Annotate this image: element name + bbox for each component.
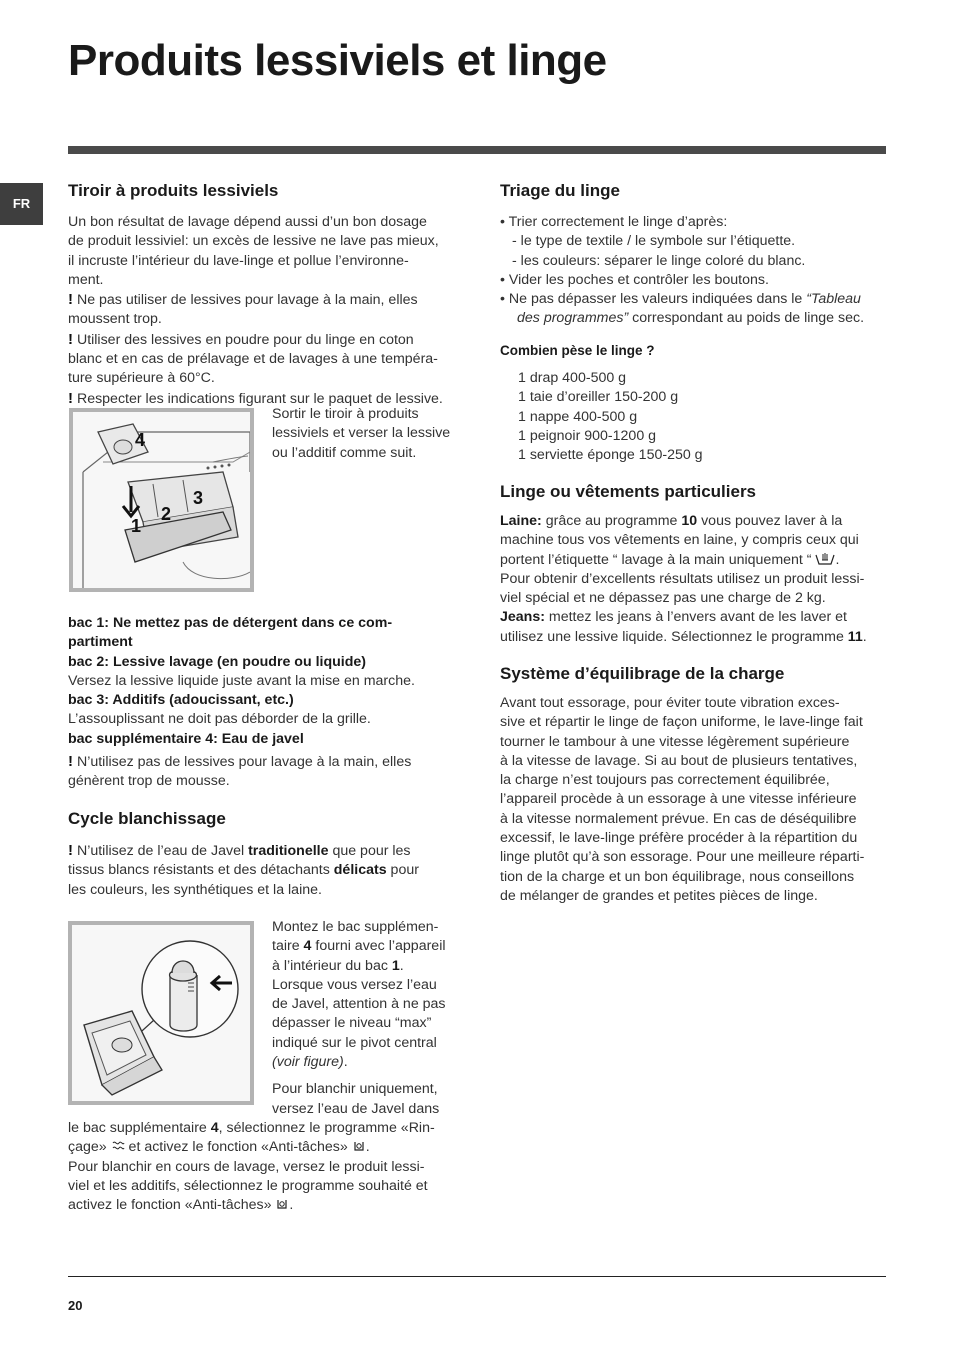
bleach-bottom-text: le bac supplémentaire 4, sélectionnez le programme «Rin- çage» et activez le fonction «Anti-tâches» . Pour blanchir en cours de lavage, versez le produit lessi- viel et les additifs, sélectionnez le programme souhaité et activez le fonction «Anti-tâches» . xyxy=(68,1120,435,1214)
fig-label-3: 3 xyxy=(193,488,204,508)
bac-list: bac 1: Ne mettez pas de détergent dans ce com- partiment bac 2: Lessive lavage (en poudre ou liquide) Versez la lessive liquide juste avant la mise en marche. bac 3: Additifs (adoucissant, etc.) L’assouplissant ne doit pas déborder de la grille. bac supplémentaire 4: Eau de javel ! N’utilisez pas de lessives pour lavage à la main, elles génèrent trop de mousse. xyxy=(68,615,415,790)
footer-rule xyxy=(68,1276,886,1277)
anti-stain-icon xyxy=(352,1139,366,1153)
fig-label-2: 2 xyxy=(161,504,172,524)
bleach-figure xyxy=(68,921,254,1105)
rinse-icon xyxy=(111,1139,125,1153)
anti-stain-icon xyxy=(275,1197,289,1211)
title-rule xyxy=(68,146,886,154)
cycle-text: ! N’utilisez de l’eau de Javel traditionelle que pour les tissus blancs résistants et des détachants délicats pour les couleurs, les synthétiques et la laine. xyxy=(68,842,419,898)
bleach-side-text: Montez le bac supplémen- taire 4 fourni avec l’appareil à l’intérieur du bac 1. Lorsque vous versez l’eau de Javel, attention à ne pas dépasser le niveau “max” indiqué sur le pivot central (voir figure). Pour blanchir uniquement, versez l’eau de Javel dans xyxy=(272,919,446,1117)
drawer-illustration xyxy=(73,412,250,588)
heading-tiroir: Tiroir à produits lessiviels xyxy=(68,181,279,200)
poids-list: 1 drap 400-500 g 1 taie d’oreiller 150-200 g 1 nappe 400-500 g 1 peignoir 900-1200 g 1 serviette éponge 150-250 g xyxy=(518,370,703,464)
triage-text: • Trier correctement le linge d’après: - le type de textile / le symbole sur l’étiquette. - les couleurs: séparer le linge coloré du blanc. • Vider les poches et contrôler les boutons. • Ne pas dépasser les valeurs indiquées dans le “Tableau des programmes” correspondant au poids de linge sec. xyxy=(500,214,865,327)
tiroir-text: Un bon résultat de lavage dépend aussi d’un bon dosage de produit lessiviel: un excès de lessive ne lave pas mieux, il incruste l’intérieur du lave-linge et pollue l’environne- ment. ! Ne pas utiliser de lessives pour lavage à la main, elles moussent trop. ! Utiliser des lessives en poudre pour du linge en coton blanc et en cas de prélavage et de lavages à une tempéra- ture supérieure à 60°C. ! Respecter les indications figurant sur le paquet de lessive. xyxy=(68,214,443,407)
heading-triage: Triage du linge xyxy=(500,181,620,200)
heading-equilibrage: Système d’équilibrage de la charge xyxy=(500,664,785,683)
drawer-figure xyxy=(69,408,254,592)
fig-label-1: 1 xyxy=(131,516,142,536)
page-number: 20 xyxy=(68,1298,83,1313)
poids-heading: Combien pèse le linge ? xyxy=(500,343,655,358)
page-title: Produits lessiviels et linge xyxy=(68,36,607,85)
bleach-illustration xyxy=(72,925,250,1101)
tiroir-side-text: Sortir le tiroir à produits lessiviels et verser la lessive ou l’additif comme suit. xyxy=(272,406,451,461)
particuliers-text: Laine: grâce au programme 10 vous pouvez laver à la machine tous vos vêtements en laine, y compris ceux qui portent l’étiquette “ lavage à la main uniquement “ . Pour obtenir d’excellents résultats utilisez un produit lessi- viel spécial et ne dépassez pas une charge de 2 kg. Jeans: mettez les jeans à l’envers avant de les laver et utilisez une lessive liquide. Sélectionnez le programme 11. xyxy=(500,513,867,645)
handwash-icon xyxy=(815,552,835,566)
heading-cycle: Cycle blanchissage xyxy=(68,809,226,828)
heading-particuliers: Linge ou vêtements particuliers xyxy=(500,482,757,501)
equilibrage-text: Avant tout essorage, pour éviter toute vibration exces- sive et répartir le linge de façon uniforme, le lave-linge fait tourner le tambour à une vitesse légèrement supérieure à la vitesse de lavage. Si au bout de plusieurs tentatives, la charge n’est toujours pas correctement équilibrée, l’appareil procède à un essorage à une vitesse inférieure à la vitesse normalement prévue. En cas de déséquilibre excessif, le lave-linge préfère procéder à la répartition du linge plutôt qu’à son essorage. Pour une meilleure réparti- tion de la charge et un bon équilibrage, nous conseillons de mélanger de grandes et petites pièces de linge. xyxy=(500,695,865,904)
fig-label-4: 4 xyxy=(135,430,146,450)
language-tab: FR xyxy=(0,183,43,225)
